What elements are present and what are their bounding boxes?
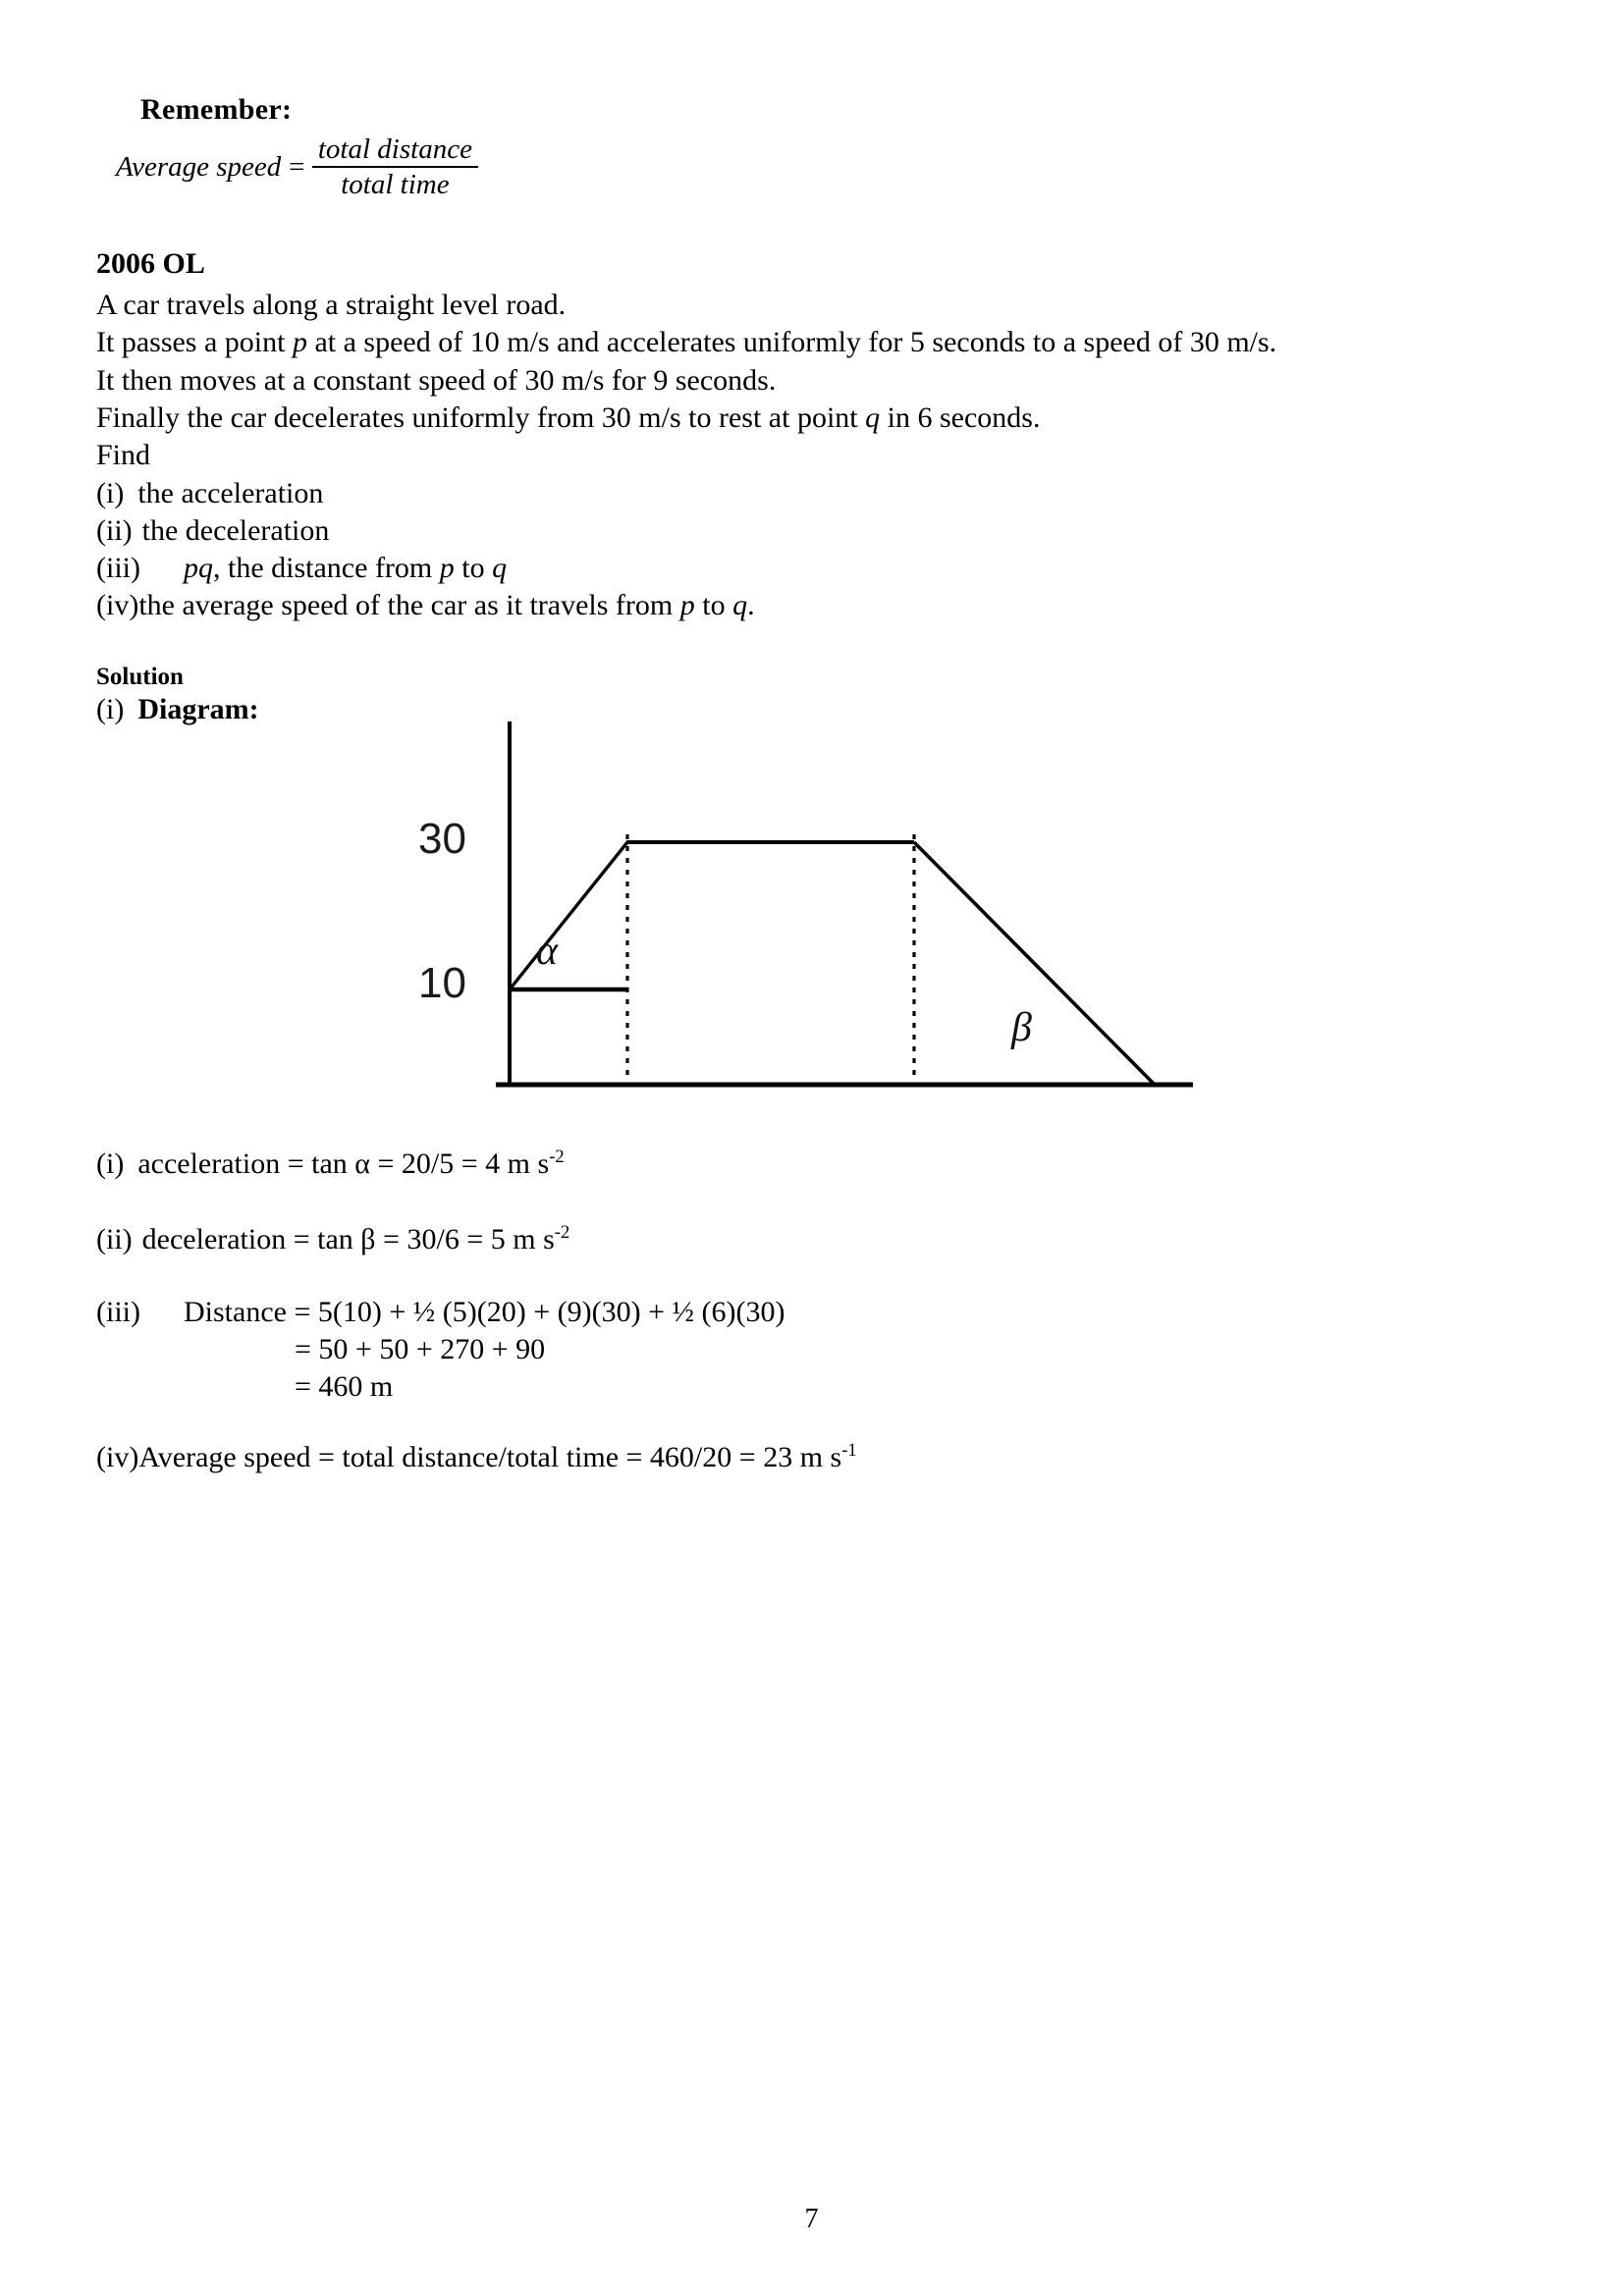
question-item-i-marker: (i) xyxy=(96,477,125,509)
answer-ii-text: deceleration = tan β = 30/6 = 5 m s xyxy=(141,1223,555,1255)
answer-line-ii xyxy=(96,1222,569,1256)
answer-ii-marker: (ii) xyxy=(96,1223,133,1255)
answer-iii-distance-expression: Distance = 5(10) + ½ (5)(20) + (9)(30) + ½ (6)(30) xyxy=(184,1296,785,1328)
question-item-iv xyxy=(96,589,755,622)
angle-alpha-label: α xyxy=(536,929,559,974)
question-line-4-part-b: in 6 seconds. xyxy=(880,401,1041,434)
average-speed-formula xyxy=(116,133,478,201)
answer-iii-marker: (iii) xyxy=(96,1296,140,1328)
point-p-italic: p xyxy=(292,326,307,358)
question-item-iii-marker: (iii) xyxy=(96,552,140,584)
question-line-1: A car travels along a straight level road. xyxy=(96,289,567,321)
answer-iv-text: Average speed = total distance/total time = 460/20 = 23 m s xyxy=(138,1441,842,1473)
question-item-iii-mid: , the distance from xyxy=(213,552,440,584)
answer-ii-exponent: -2 xyxy=(554,1222,570,1243)
question-item-iv-text-a: the average speed of the car as it travels from xyxy=(138,589,680,621)
page-number: 7 xyxy=(804,2204,819,2234)
answer-iv-marker: (iv) xyxy=(96,1441,139,1473)
point-p-italic-iii: p xyxy=(439,552,455,584)
point-q-italic-iv: q xyxy=(732,589,748,621)
solution-heading: Solution xyxy=(96,664,184,690)
question-line-2 xyxy=(96,326,1276,359)
graph-svg xyxy=(393,687,1217,1109)
answer-i-text: acceleration = tan α = 20/5 = 4 m s xyxy=(137,1148,550,1180)
question-item-ii xyxy=(96,514,329,548)
question-item-iii-to: to xyxy=(454,552,493,584)
formula-equals-sign: = xyxy=(287,150,306,183)
question-line-4-part-a: Finally the car decelerates uniformly from 30 m/s to rest at point xyxy=(96,401,866,434)
question-item-ii-marker: (ii) xyxy=(96,514,133,547)
question-item-ii-text: the deceleration xyxy=(141,514,330,547)
acceleration-segment xyxy=(510,842,627,989)
answer-line-i xyxy=(96,1147,565,1181)
question-year-label: 2006 OL xyxy=(96,247,205,280)
formula-fraction xyxy=(312,133,478,201)
question-line-3: It then moves at a constant speed of 30 m/s for 9 seconds. xyxy=(96,364,777,397)
question-item-iv-marker: (iv) xyxy=(96,589,139,621)
formula-numerator: total distance xyxy=(317,133,472,165)
question-item-i xyxy=(96,477,323,510)
remember-heading: Remember: xyxy=(140,93,293,126)
question-item-iii xyxy=(96,552,507,585)
y-tick-label-30: 30 xyxy=(418,815,466,863)
deceleration-segment xyxy=(914,842,1154,1084)
segment-pq-italic: pq xyxy=(184,552,213,584)
formula-denominator: total time xyxy=(341,169,450,201)
answer-i-marker: (i) xyxy=(96,1148,125,1180)
velocity-time-graph xyxy=(393,687,1217,1109)
formula-left-side: Average speed xyxy=(116,150,282,183)
point-p-italic-iv: p xyxy=(679,589,695,621)
diagram-label-line xyxy=(96,693,259,726)
point-q-italic: q xyxy=(865,401,881,434)
question-item-i-text: the acceleration xyxy=(137,477,324,509)
question-item-iv-to: to xyxy=(694,589,733,621)
diagram-marker: (i) xyxy=(96,693,125,725)
question-line-2-part-b: at a speed of 10 m/s and accelerates uniformly for 5 seconds to a speed of 30 m/s. xyxy=(306,326,1277,358)
answer-line-iv xyxy=(96,1440,857,1474)
answer-iv-exponent: -1 xyxy=(841,1440,857,1461)
diagram-label-text: Diagram: xyxy=(137,693,259,725)
angle-beta-label: β xyxy=(1011,1005,1032,1050)
answer-iii-line-2: = 50 + 50 + 270 + 90 xyxy=(295,1333,546,1365)
point-q-italic-iii: q xyxy=(492,552,508,584)
answer-line-iii xyxy=(96,1296,785,1329)
answer-iii-line-3: = 460 m xyxy=(295,1370,394,1403)
question-find-label: Find xyxy=(96,439,151,471)
y-tick-label-10: 10 xyxy=(418,959,466,1007)
question-item-iv-end: . xyxy=(747,589,755,621)
question-line-2-part-a: It passes a point xyxy=(96,326,293,358)
question-line-4 xyxy=(96,401,1040,435)
answer-i-exponent: -2 xyxy=(549,1147,565,1167)
